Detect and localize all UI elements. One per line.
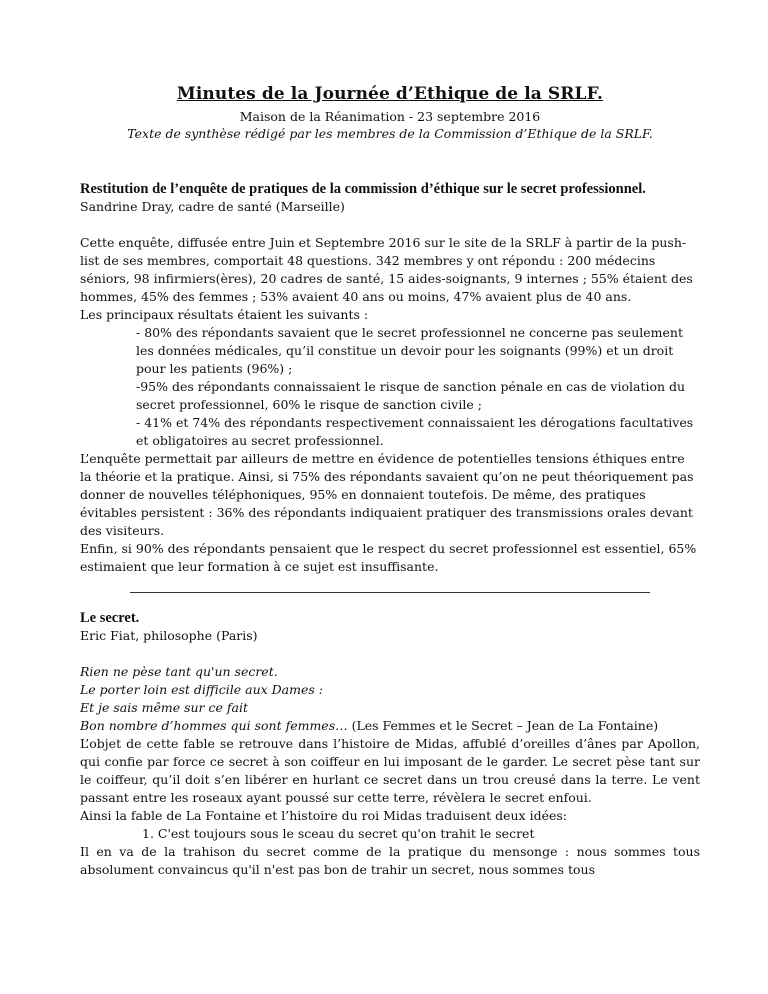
section-enquete — [80, 180, 700, 576]
list-item: - 41% et 74% des répondants respectivement connaissaient les dérogations facultatives et obligatoires au secret professionnel. — [136, 415, 694, 448]
divider — [130, 592, 650, 593]
verse-line: Le porter loin est difficile aux Dames : — [80, 682, 323, 697]
verse-line-with-citation — [80, 717, 700, 735]
paragraph: L’enquête permettait par ailleurs de mettre en évidence de potentielles tensions éthiques entre la théorie et la pratique. Ainsi, si 75% des répondants savaient qu’on ne peut théoriquement pas donner de nouvelles téléphoniques, 95% en donnaient toutefois. De même, des pratiques évitables persistent : 36% des répondants indiquaient pratiquer des transmissions orales devant des visiteurs. — [80, 451, 694, 538]
numbered-point: 1. C'est toujours sous le sceau du secret qu'on trahit le secret — [142, 826, 535, 841]
verse-line: Bon nombre d’hommes qui sont femmes… — [80, 718, 348, 733]
document-subtitle: Maison de la Réanimation - 23 septembre 2016 — [239, 109, 541, 124]
list-item: - 80% des répondants savaient que le secret professionnel ne concerne pas seulement les données médicales, qu’il constitue un devoir pour les soignants (99%) et un droit pour les patients (96%) ; — [136, 325, 683, 376]
paragraph: Les principaux résultats étaient les suivants : — [80, 307, 369, 322]
section-author: Sandrine Dray, cadre de santé (Marseille) — [80, 199, 345, 214]
section-heading: Le secret. — [80, 610, 140, 626]
paragraph: Enfin, si 90% des répondants pensaient que le respect du secret professionnel est essentiel, 65% estimaient que leur formation à ce sujet est insuffisante. — [80, 541, 697, 574]
document-page — [80, 84, 700, 879]
section-author: Eric Fiat, philosophe (Paris) — [80, 628, 258, 643]
verse-line: Et je sais même sur ce fait — [80, 700, 248, 715]
paragraph: Ainsi la fable de La Fontaine et l’histoire du roi Midas traduisent deux idées: — [80, 808, 568, 823]
verse-line: Rien ne pèse tant qu'un secret. — [80, 664, 278, 679]
paragraph: L’objet de cette fable se retrouve dans l’histoire de Midas, affublé d’oreilles d’ânes par Apollon, qui confie par force ce secret à son coiffeur en lui imposant de le garder. Le secret pèse tant sur le coiffeur, qu’il doit s’en libérer en hurlant ce secret dans un trou creusé dans la terre. Le vent passant entre les roseaux ayant poussé sur cette terre, révèlera le secret enfoui. — [80, 736, 700, 805]
citation: (Les Femmes et le Secret – Jean de La Fontaine) — [347, 718, 659, 733]
section-secret — [80, 609, 700, 879]
section-heading: Restitution de l’enquête de pratiques de la commission d’éthique sur le secret professionnel. — [80, 181, 646, 197]
list-item: -95% des répondants connaissaient le risque de sanction pénale en cas de violation du secret professionnel, 60% le risque de sanction civile ; — [136, 379, 686, 412]
document-title: Minutes de la Journée d’Ethique de la SRLF. — [176, 84, 604, 104]
paragraph: Il en va de la trahison du secret comme de la pratique du mensonge : nous sommes tous absolument convaincus qu'il n'est pas bon de trahir un secret, nous sommes tous — [80, 844, 700, 877]
document-subtitle-authors: Texte de synthèse rédigé par les membres de la Commission d’Ethique de la SRLF. — [127, 126, 653, 141]
paragraph: Cette enquête, diffusée entre Juin et Septembre 2016 sur le site de la SRLF à partir de la push-list de ses membres, comportait 48 questions. 342 membres y ont répondu : 200 médecins séniors, 98 infirmiers(ères), 20 cadres de santé, 15 aides-soignants, 9 internes ; 55% étaient des hommes, 45% des femmes ; 53% avaient 40 ans ou moins, 47% avaient plus de 40 ans. — [80, 235, 693, 304]
